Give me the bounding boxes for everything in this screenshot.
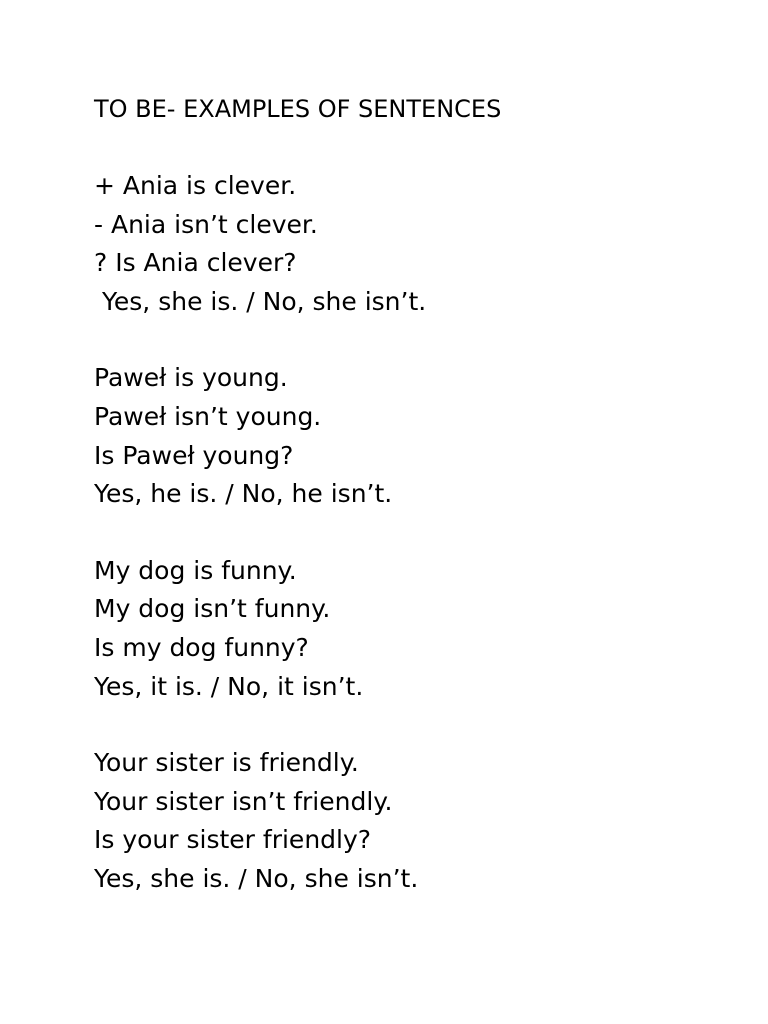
example-block-ania <box>94 167 734 321</box>
negative-sentence: - Ania isn’t clever. <box>94 209 318 239</box>
example-block-pawel <box>94 359 734 513</box>
document-title: TO BE- EXAMPLES OF SENTENCES <box>94 95 502 123</box>
short-answer: Yes, she is. / No, she isn’t. <box>94 863 419 893</box>
question-sentence: Is Paweł young? <box>94 440 294 470</box>
short-answer: Yes, it is. / No, it isn’t. <box>94 671 364 701</box>
affirmative-sentence: Your sister is friendly. <box>94 748 359 778</box>
example-block-dog <box>94 552 734 706</box>
affirmative-sentence: + Ania is clever. <box>94 171 297 200</box>
negative-sentence: My dog isn’t funny. <box>94 594 331 624</box>
question-sentence: ? Is Ania clever? <box>94 248 297 278</box>
affirmative-sentence: Paweł is young. <box>94 363 288 393</box>
example-block-sister <box>94 744 734 898</box>
short-answer: Yes, he is. / No, he isn’t. <box>94 479 393 509</box>
affirmative-sentence: My dog is funny. <box>94 555 297 585</box>
negative-sentence: Paweł isn’t young. <box>94 401 322 431</box>
document-page <box>94 90 734 899</box>
question-sentence: Is your sister friendly? <box>94 825 372 855</box>
question-sentence: Is my dog funny? <box>94 632 309 662</box>
short-answer: Yes, she is. / No, she isn’t. <box>94 286 427 316</box>
negative-sentence: Your sister isn’t friendly. <box>94 786 393 816</box>
